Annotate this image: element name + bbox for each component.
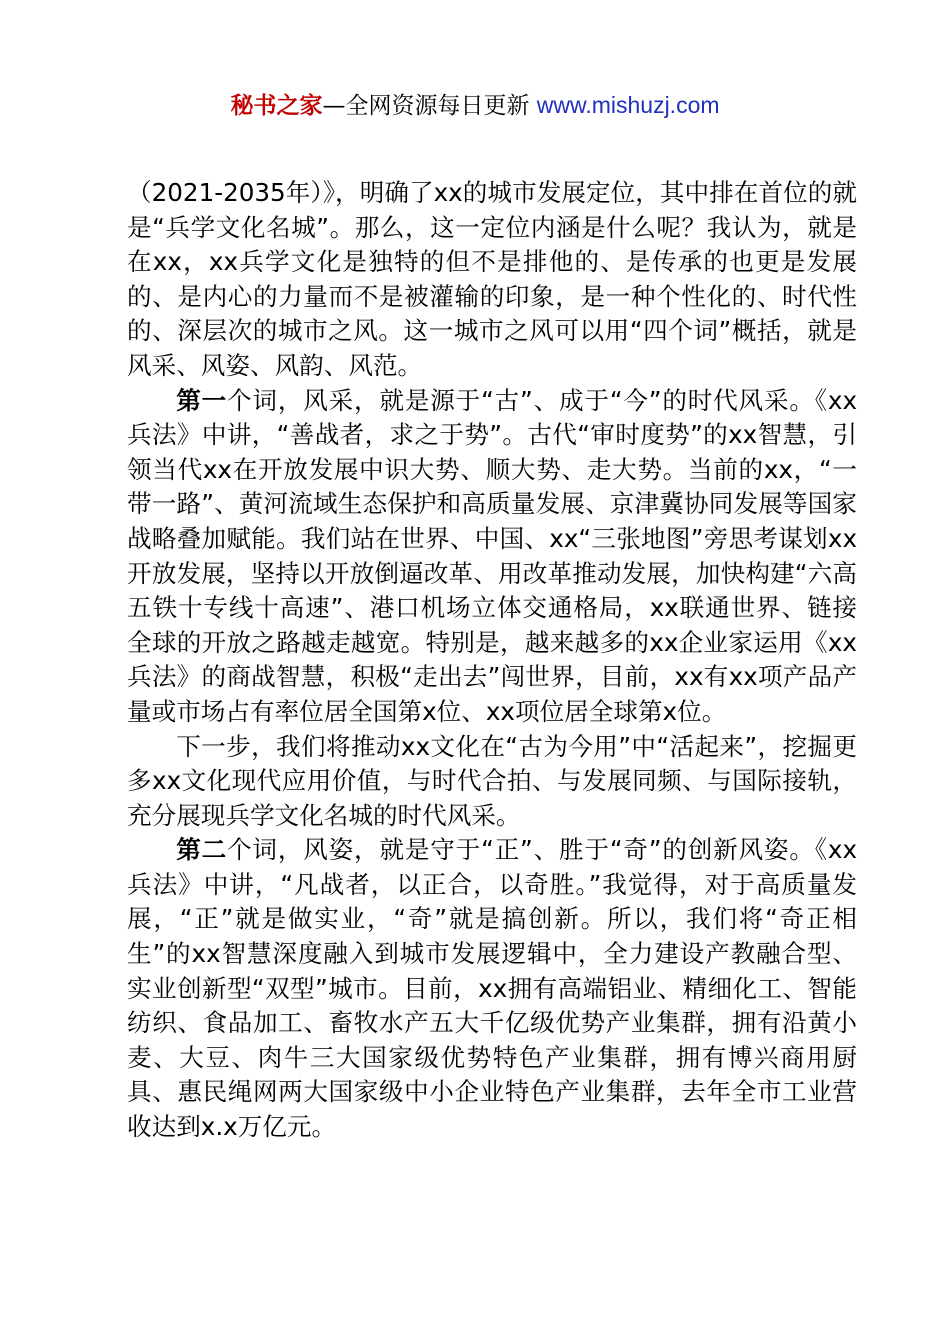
site-brand: 秘书之家 (230, 93, 323, 119)
paragraph-1-text: （2021-2035年）》，明确了xx的城市发展定位，其中排在首位的就是“兵学文化名城”。那么，这一定位内涵是什么呢？我认为，就是在xx，xx兵学文化是独特的但不是排他的、是传承的也更是发展的、是内心的力量而不是被灌输的印象，是一种个性化的、时代性的、深层次的城市之风。这一城市之风可以用“四个词”概括，就是风采、风姿、风韵、风范。 (127, 178, 857, 380)
site-tagline: —全网资源每日更新 (322, 93, 537, 119)
site-header (0, 88, 950, 123)
paragraph-4-text: 个词，风姿，就是守于“正”、胜于“奇”的创新风姿。《xx兵法》中讲，“凡战者，以正合，以奇胜。”我觉得，对于高质量发展，“正”就是做实业，“奇”就是搞创新。所以，我们将“奇正相生”的xx智慧深度融入到城市发展逻辑中，全力建设产教融合型、实业创新型“双型”城市。目前，xx拥有高端铝业、精细化工、智能纺织、食品加工、畜牧水产五大千亿级优势产业集群，拥有沿黄小麦、大豆、肉牛三大国家级优势特色产业集群，拥有博兴商用厨具、惠民绳网两大国家级中小企业特色产业集群，去年全市工业营收达到x.x万亿元。 (127, 835, 857, 1142)
paragraph-2-text: 个词，风采，就是源于“古”、成于“今”的时代风采。《xx兵法》中讲，“善战者，求之于势”。古代“审时度势”的xx智慧，引领当代xx在开放发展中识大势、顺大势、走大势。当前的xx，“一带一路”、黄河流域生态保护和高质量发展、京津冀协同发展等国家战略叠加赋能。我们站在世界、中国、xx“三张地图”旁思考谋划xx开放发展，坚持以开放倒逼改革、用改革推动发展，加快构建“六高五铁十专线十高速”、港口机场立体交通格局，xx联通世界、链接全球的开放之路越走越宽。特别是，越来越多的xx企业家运用《xx兵法》的商战智慧，积极“走出去”闯世界，目前，xx有xx项产品产量或市场占有率位居全国第x位、xx项位居全球第x位。 (127, 385, 857, 726)
paragraph-3-text: 下一步，我们将推动xx文化在“古为今用”中“活起来”，挖掘更多xx文化现代应用价值，与时代合拍、与发展同频、与国际接轨，充分展现兵学文化名城的时代风采。 (127, 731, 857, 830)
paragraph-4-lead: 第二 (176, 835, 228, 865)
paragraph-2 (127, 384, 857, 730)
paragraph-2-lead: 第一 (176, 385, 228, 415)
paragraph-4 (127, 833, 857, 1144)
document-body (127, 176, 857, 1145)
site-url[interactable]: www.mishuzj.com (536, 92, 720, 118)
paragraph-3 (127, 730, 857, 834)
paragraph-1 (127, 176, 857, 384)
